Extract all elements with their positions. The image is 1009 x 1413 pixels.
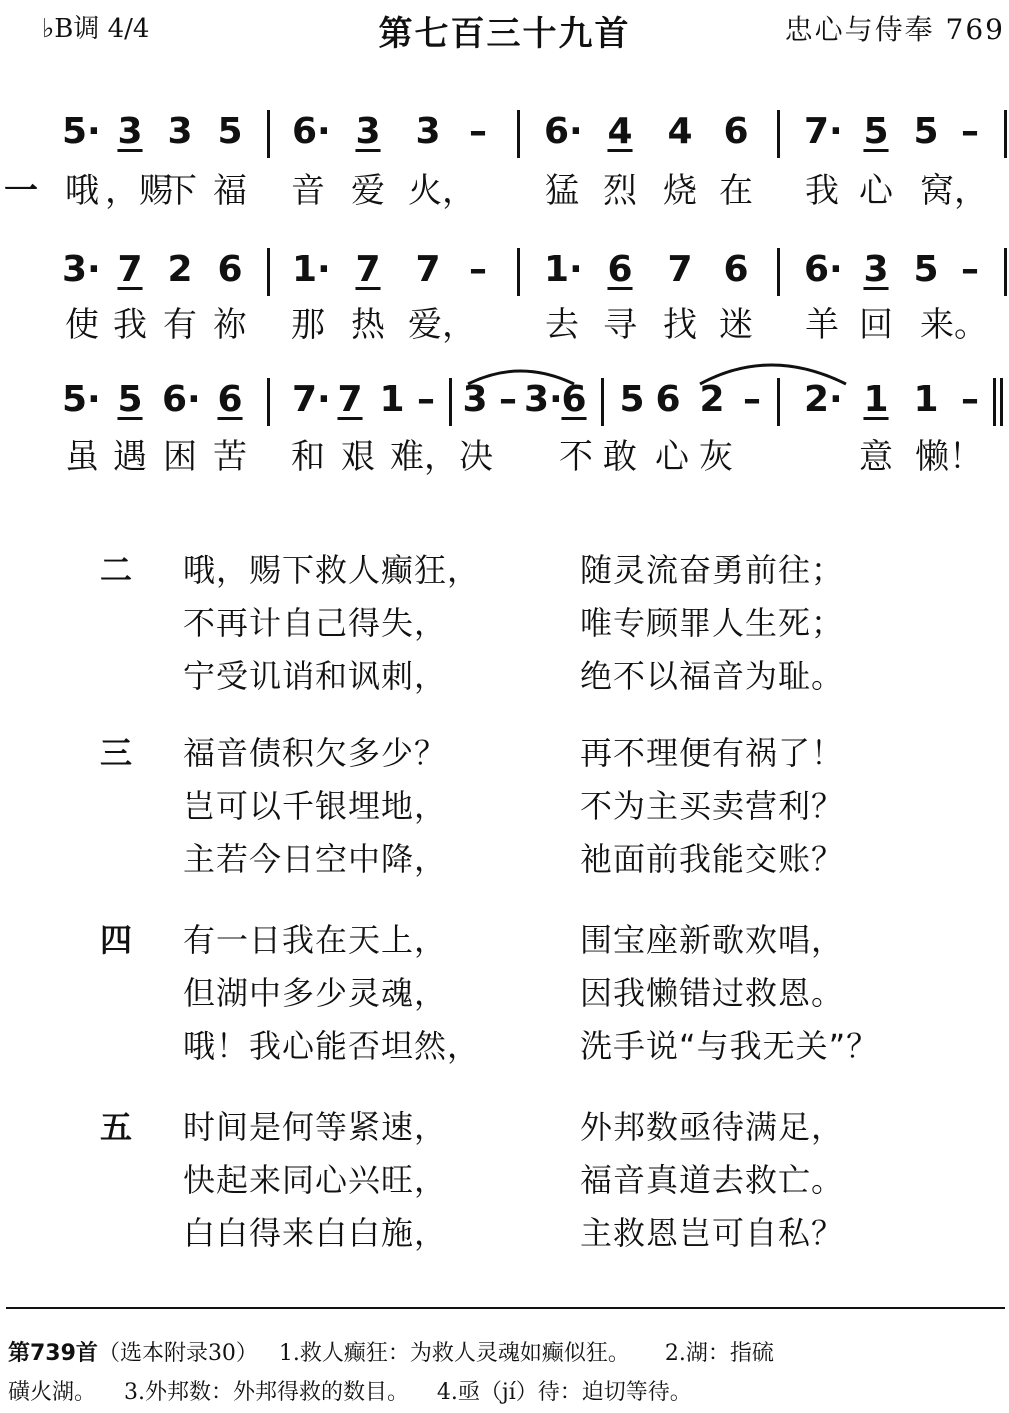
barline — [267, 248, 270, 296]
lyric-syllable: ，赐 — [105, 171, 173, 211]
lyric-syllable: 火， — [408, 171, 476, 211]
barline — [449, 378, 452, 426]
note: 5 — [217, 111, 243, 152]
lyric-syllable: 哦 — [65, 171, 99, 211]
lyric-syllable: 音 — [291, 171, 325, 211]
verse-line: 不为主买卖营利？ — [580, 787, 845, 825]
barline — [1004, 248, 1007, 296]
note: 3 — [355, 111, 381, 152]
verse-label: 三 — [100, 734, 133, 772]
lyric-syllable: 爱， — [408, 305, 476, 345]
lyric-syllable: 难， — [390, 437, 458, 477]
lyric-syllable: 爱 — [351, 171, 385, 211]
verse-line: 时间是何等紧速， — [183, 1108, 448, 1146]
lyric-syllable: 找 — [663, 305, 697, 345]
lyric-syllable: 羊 — [805, 305, 839, 345]
lyric-syllable: 祢 — [213, 305, 247, 345]
verse-label: 五 — [100, 1108, 133, 1146]
lyric-syllable: 心 — [655, 437, 689, 477]
lyric-syllable: 我 — [805, 171, 839, 211]
verse-line: 宁受讥诮和讽刺， — [183, 657, 448, 695]
footnote-line-2: 磺火湖。 3.外邦数：外邦得救的数目。 4.亟（jí）待：迫切等待。 — [8, 1380, 692, 1405]
lyric-syllable: 猛 — [545, 171, 579, 211]
note: 2 — [167, 249, 193, 290]
note: 7 — [355, 249, 381, 290]
footer-rule — [6, 1307, 1005, 1309]
verse-line: 有一日我在天上， — [183, 921, 448, 959]
note: 2· — [804, 379, 843, 420]
lyric-syllable: 敢 — [603, 437, 637, 477]
lyric-syllable: 灰 — [699, 437, 733, 477]
lyric-syllable: 使 — [65, 305, 99, 345]
notation-system-2 — [0, 248, 1009, 308]
footnote-source: （选本附录30） — [97, 1341, 258, 1366]
note: 6· — [804, 249, 843, 290]
verse-line: 不再计自己得失， — [183, 604, 448, 642]
note: 6 — [561, 379, 587, 420]
note: 7 — [415, 249, 441, 290]
lyric-syllable: 迷 — [719, 305, 753, 345]
verse-number: 一 — [4, 171, 38, 211]
footnote-hymn-ref: 第739首 — [8, 1341, 98, 1366]
note: 5 — [913, 111, 939, 152]
verse-line: 再不理便有祸了！ — [580, 734, 845, 772]
note: 6· — [544, 111, 583, 152]
footnote-text-1: 1.救人癫狂：为救人灵魂如癫似狂。 2.湖：指硫 — [257, 1341, 774, 1366]
note: 4 — [607, 111, 633, 152]
verse-line: 围宝座新歌欢唱， — [580, 921, 845, 959]
barline — [517, 248, 520, 296]
lyric-syllable: 来。 — [920, 305, 988, 345]
sustain-dash: – — [417, 379, 435, 420]
sustain-dash: – — [743, 379, 761, 420]
verse-line: 哦，赐下救人癫狂， — [183, 551, 481, 589]
lyric-line-1 — [0, 170, 1009, 220]
note: 6 — [607, 249, 633, 290]
verse-label: 四 — [100, 921, 133, 959]
lyric-syllable: 有 — [163, 305, 197, 345]
notation-system-1 — [0, 110, 1009, 170]
note: 5 — [117, 379, 143, 420]
note: 5 — [863, 111, 889, 152]
note: 6 — [723, 111, 749, 152]
verse-line: 洗手说“与我无关”？ — [580, 1027, 880, 1065]
lyric-syllable: 烈 — [603, 171, 637, 211]
note: 3 — [415, 111, 441, 152]
lyric-syllable: 艰 — [341, 437, 375, 477]
lyric-syllable: 意 — [859, 437, 893, 477]
final-barline — [993, 378, 1003, 426]
note: 6 — [217, 249, 243, 290]
notation-system-3 — [0, 378, 1009, 438]
verse-line: 福音真道去救亡。 — [580, 1161, 845, 1199]
sustain-dash: – — [499, 379, 517, 420]
note: 3 — [462, 379, 488, 420]
verse-line: 福音债积欠多少？ — [183, 734, 448, 772]
lyric-syllable: 去 — [545, 305, 579, 345]
lyric-line-2 — [0, 304, 1009, 354]
barline — [267, 110, 270, 158]
verse-line: 祂面前我能交账？ — [580, 840, 845, 878]
lyric-syllable: 在 — [719, 171, 753, 211]
note: 4 — [667, 111, 693, 152]
verse-line: 绝不以福音为耻。 — [580, 657, 845, 695]
verse-line: 哦！我心能否坦然， — [183, 1027, 481, 1065]
lyric-syllable: 那 — [291, 305, 325, 345]
lyric-syllable: 烧 — [663, 171, 697, 211]
lyric-syllable: 苦 — [213, 437, 247, 477]
note: 5· — [62, 379, 101, 420]
note: 3 — [863, 249, 889, 290]
verse-line: 唯专顾罪人生死； — [580, 604, 845, 642]
hymn-number: 忠心与侍奉 769 — [784, 13, 1005, 46]
lyric-syllable: 我 — [113, 305, 147, 345]
lyric-syllable: 回 — [859, 305, 893, 345]
note: 7 — [337, 379, 363, 420]
barline — [601, 378, 604, 426]
lyric-syllable: 虽 — [65, 437, 99, 477]
verse-line: 随灵流奋勇前往； — [580, 551, 845, 589]
note: 1· — [292, 249, 331, 290]
verse-line: 岂可以千银埋地， — [183, 787, 448, 825]
barline — [1004, 110, 1007, 158]
footnote-line-1 — [8, 1336, 774, 1367]
note: 6· — [292, 111, 331, 152]
note: 6· — [162, 379, 201, 420]
sustain-dash: – — [469, 111, 487, 152]
lyric-syllable: 懒！ — [915, 437, 983, 477]
note: 7· — [804, 111, 843, 152]
verse-line: 但湖中多少灵魂， — [183, 974, 448, 1012]
note: 3 — [167, 111, 193, 152]
barline — [777, 248, 780, 296]
verse-line: 因我懒错过救恩。 — [580, 974, 845, 1012]
note: 6 — [217, 379, 243, 420]
sustain-dash: – — [961, 379, 979, 420]
barline — [777, 378, 780, 426]
sustain-dash: – — [961, 249, 979, 290]
lyric-syllable: 心 — [859, 171, 893, 211]
lyric-syllable: 热 — [351, 305, 385, 345]
sustain-dash: – — [469, 249, 487, 290]
sustain-dash: – — [961, 111, 979, 152]
note: 1 — [913, 379, 939, 420]
lyric-syllable: 下 — [163, 171, 197, 211]
verse-label: 二 — [100, 551, 133, 589]
note: 3· — [62, 249, 101, 290]
note: 1 — [863, 379, 889, 420]
lyric-syllable: 福 — [213, 171, 247, 211]
lyric-line-3 — [0, 436, 1009, 486]
barline — [267, 378, 270, 426]
note: 7 — [117, 249, 143, 290]
lyric-syllable: 遇 — [113, 437, 147, 477]
verse-line: 快起来同心兴旺， — [183, 1161, 448, 1199]
note: 6 — [655, 379, 681, 420]
page-title: 第七百三十九首 — [378, 14, 631, 54]
lyric-syllable: 和 — [291, 437, 325, 477]
note: 7 — [667, 249, 693, 290]
note: 3· — [524, 379, 563, 420]
lyric-syllable: 寻 — [603, 305, 637, 345]
note: 1 — [379, 379, 405, 420]
lyric-syllable: 不 — [559, 437, 593, 477]
note: 3 — [117, 111, 143, 152]
barline — [517, 110, 520, 158]
lyric-syllable: 决 — [459, 437, 493, 477]
note: 5 — [913, 249, 939, 290]
verse-line: 主若今日空中降， — [183, 840, 448, 878]
barline — [777, 110, 780, 158]
note: 7· — [292, 379, 331, 420]
verse-line: 外邦数亟待满足， — [580, 1108, 845, 1146]
note: 5 — [619, 379, 645, 420]
note: 5· — [62, 111, 101, 152]
note: 2 — [699, 379, 725, 420]
lyric-syllable: 窝， — [920, 171, 988, 211]
verse-line: 主救恩岂可自私？ — [580, 1214, 845, 1252]
key-signature: ♭B调 4/4 — [42, 14, 150, 44]
note: 1· — [544, 249, 583, 290]
verse-line: 白白得来白白施， — [183, 1214, 448, 1252]
note: 6 — [723, 249, 749, 290]
lyric-syllable: 困 — [163, 437, 197, 477]
